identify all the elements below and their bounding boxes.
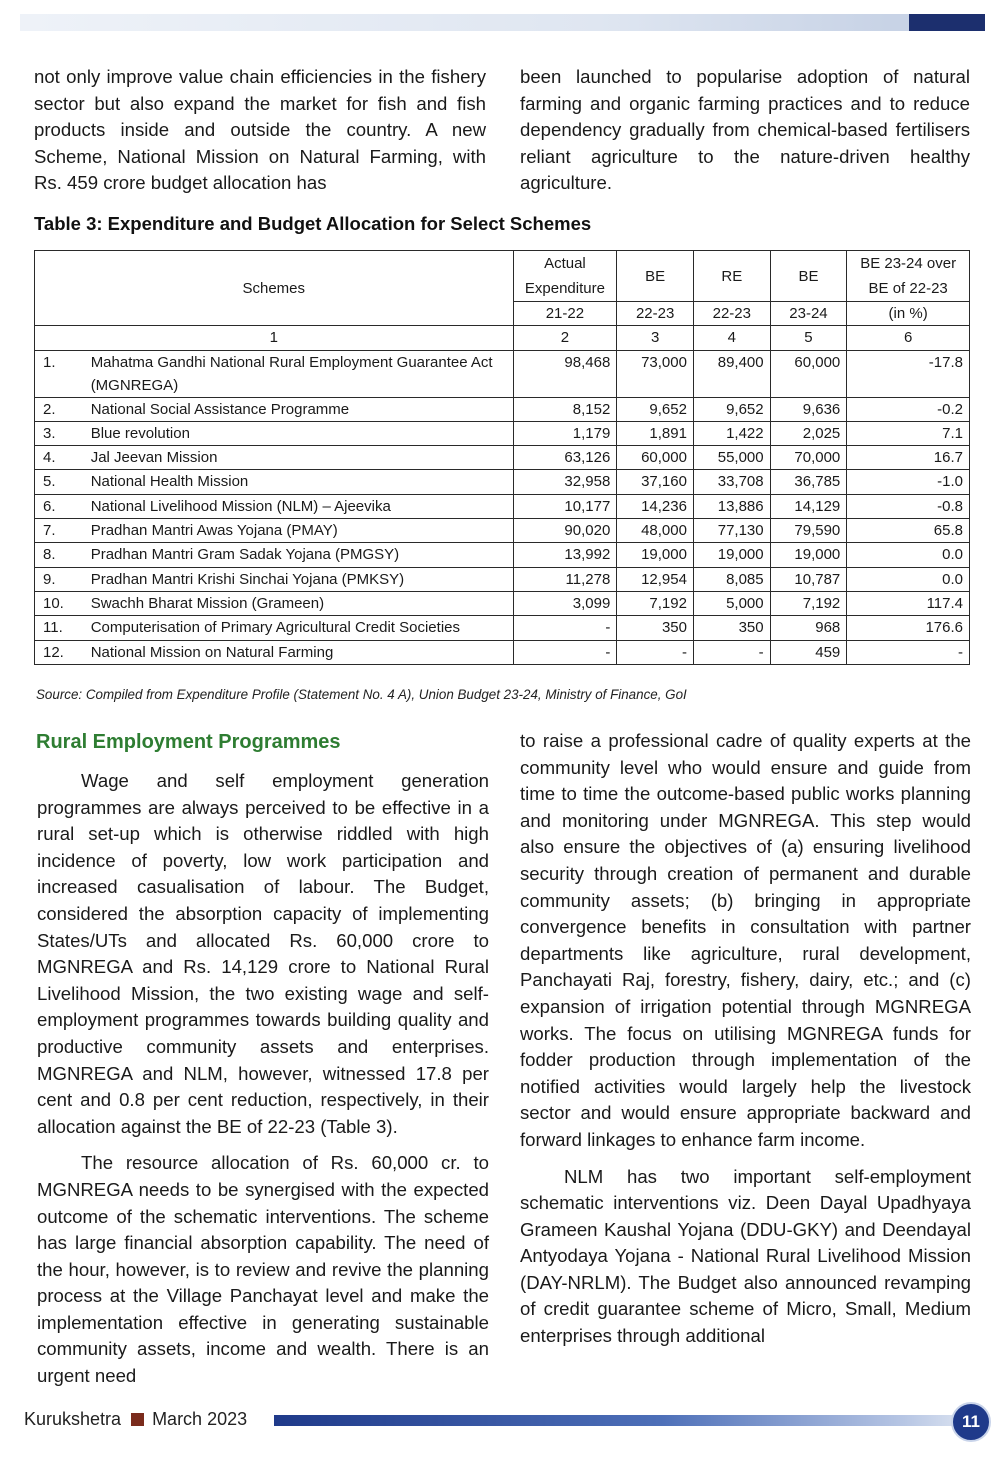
- be-2223: 73,000: [617, 350, 694, 397]
- row-number: 6.: [35, 494, 87, 518]
- row-number: 4.: [35, 446, 87, 470]
- be-2324: 36,785: [770, 470, 847, 494]
- table-header-row: [35, 251, 970, 302]
- change-percent: 7.1: [847, 421, 970, 445]
- issue-date: March 2023: [152, 1409, 248, 1429]
- row-number: 5.: [35, 470, 87, 494]
- actual-expenditure: 98,468: [513, 350, 617, 397]
- magazine-name: Kurukshetra: [24, 1409, 122, 1429]
- table-row: [35, 591, 970, 615]
- footer-decor-bar: [274, 1415, 974, 1426]
- header-re-2223: RE: [693, 251, 770, 302]
- actual-expenditure: 90,020: [513, 519, 617, 543]
- scheme-name: National Mission on Natural Farming: [87, 640, 513, 664]
- table-colnum-row: [35, 326, 970, 350]
- change-percent: 16.7: [847, 446, 970, 470]
- header-be-2223: BE: [617, 251, 694, 302]
- change-percent: 0.0: [847, 567, 970, 591]
- colnum: 3: [617, 326, 694, 350]
- be-2324: 459: [770, 640, 847, 664]
- bottom-left-column: [37, 768, 489, 1390]
- actual-expenditure: 10,177: [513, 494, 617, 518]
- row-number: 7.: [35, 519, 87, 543]
- row-number: 3.: [35, 421, 87, 445]
- scheme-name: Swachh Bharat Mission (Grameen): [87, 591, 513, 615]
- actual-expenditure: -: [513, 640, 617, 664]
- row-number: 1.: [35, 350, 87, 397]
- be-2223: 37,160: [617, 470, 694, 494]
- paragraph: Wage and self employment generation programmes are always perceived to be effective in a rural set-up which is otherwise riddled with high incidence of poverty, low work participation and increased casualisation of labour. The Budget, considered the absorption capacity of implementing States/UTs and allocated Rs. 60,000 crore to MGNREGA and Rs. 14,129 crore to National Rural Livelihood Mission, the two existing wage and self-employment programmes towards building quality and productive community assets and enterprises. MGNREGA and NLM, however, witnessed 17.8 per cent and 0.8 per cent reduction, respectively, in their allocation against the BE of 22-23 (Table 3).: [37, 770, 489, 1137]
- header-actual: Actual Expenditure: [513, 251, 617, 302]
- re-2223: 13,886: [693, 494, 770, 518]
- scheme-name: Pradhan Mantri Krishi Sinchai Yojana (PMKSY): [87, 567, 513, 591]
- actual-expenditure: 3,099: [513, 591, 617, 615]
- scheme-name: National Health Mission: [87, 470, 513, 494]
- page-number: 11: [951, 1402, 991, 1442]
- actual-expenditure: 8,152: [513, 397, 617, 421]
- row-number: 11.: [35, 616, 87, 640]
- re-2223: 77,130: [693, 519, 770, 543]
- row-number: 10.: [35, 591, 87, 615]
- change-unit: (in %): [847, 302, 970, 326]
- header-be-2324: BE: [770, 251, 847, 302]
- re-2223: 33,708: [693, 470, 770, 494]
- paragraph: been launched to popularise adoption of natural farming and organic farming practices and to reduce dependency gradually from chemical-based fertilisers reliant agriculture to the nature-driven healthy agriculture.: [520, 66, 970, 194]
- be-2223: 60,000: [617, 446, 694, 470]
- expenditure-table: [34, 250, 970, 665]
- table-row: [35, 421, 970, 445]
- be-2324: 10,787: [770, 567, 847, 591]
- square-separator-icon: [131, 1413, 144, 1426]
- change-percent: -0.8: [847, 494, 970, 518]
- actual-expenditure: 63,126: [513, 446, 617, 470]
- year-be-2223: 22-23: [617, 302, 694, 326]
- be-2223: 1,891: [617, 421, 694, 445]
- scheme-name: Mahatma Gandhi National Rural Employment Guarantee Act (MGNREGA): [87, 350, 513, 397]
- re-2223: 55,000: [693, 446, 770, 470]
- be-2324: 79,590: [770, 519, 847, 543]
- section-title: Rural Employment Programmes: [36, 731, 341, 753]
- paragraph: NLM has two important self-employment schematic interventions viz. Deen Dayal Upadhyaya Grameen Kaushal Yojana (DDU-GKY) and Deendayal Antyodaya Yojana - National Rural Livelihood Mission (DAY-NRLM). The Budget also announced revamping of credit guarantee scheme of Micro, Small, Medium enterprises through additional: [520, 1165, 971, 1347]
- be-2324: 9,636: [770, 397, 847, 421]
- actual-expenditure: 1,179: [513, 421, 617, 445]
- top-right-column: [520, 64, 970, 197]
- re-2223: 19,000: [693, 543, 770, 567]
- paragraph: to raise a professional cadre of quality experts at the community level who would ensure and guide from time to time the outcome-based public works planning and monitoring under MGNREGA. This step would also ensure the objectives of (a) ensuring livelihood security through creation of permanent and durable community assets; (b) bringing in appropriate convergence benefits in consultation with partner departments like agriculture, rural development, Panchayati Raj, forestry, fishery, dairy, etc.; and (c) expansion of irrigation potential through MGNREGA works. The focus on utilising MGNREGA funds for fodder production through implementation of the notified activities would largely help the livestock sector and would ensure appropriate backward and forward linkages to enhance farm income.: [520, 730, 971, 1150]
- scheme-name: Computerisation of Primary Agricultural Credit Societies: [87, 616, 513, 640]
- year-actual: 21-22: [513, 302, 617, 326]
- header-decor-block: [909, 14, 985, 31]
- change-percent: 0.0: [847, 543, 970, 567]
- be-2324: 19,000: [770, 543, 847, 567]
- be-2223: 19,000: [617, 543, 694, 567]
- colnum: 4: [693, 326, 770, 350]
- table-row: [35, 494, 970, 518]
- change-percent: -0.2: [847, 397, 970, 421]
- year-be-2324: 23-24: [770, 302, 847, 326]
- colnum: 6: [847, 326, 970, 350]
- year-re-2223: 22-23: [693, 302, 770, 326]
- table-row: [35, 470, 970, 494]
- scheme-name: Jal Jeevan Mission: [87, 446, 513, 470]
- be-2324: 2,025: [770, 421, 847, 445]
- table-row: [35, 519, 970, 543]
- change-percent: -: [847, 640, 970, 664]
- change-percent: 117.4: [847, 591, 970, 615]
- table-row: [35, 397, 970, 421]
- scheme-name: Pradhan Mantri Gram Sadak Yojana (PMGSY): [87, 543, 513, 567]
- header-decor-bar: [20, 14, 985, 31]
- row-number: 8.: [35, 543, 87, 567]
- paragraph: not only improve value chain efficiencies in the fishery sector but also expand the market for fish and fish products inside and outside the country. A new Scheme, National Mission on Natural Farming, with Rs. 459 crore budget allocation has: [34, 66, 486, 194]
- be-2324: 60,000: [770, 350, 847, 397]
- be-2223: 14,236: [617, 494, 694, 518]
- row-number: 2.: [35, 397, 87, 421]
- be-2223: 48,000: [617, 519, 694, 543]
- table-row: [35, 640, 970, 664]
- re-2223: 350: [693, 616, 770, 640]
- change-percent: 65.8: [847, 519, 970, 543]
- be-2223: 12,954: [617, 567, 694, 591]
- be-2223: -: [617, 640, 694, 664]
- actual-expenditure: 13,992: [513, 543, 617, 567]
- be-2223: 7,192: [617, 591, 694, 615]
- table-row: [35, 616, 970, 640]
- be-2324: 7,192: [770, 591, 847, 615]
- re-2223: 5,000: [693, 591, 770, 615]
- row-number: 9.: [35, 567, 87, 591]
- be-2223: 9,652: [617, 397, 694, 421]
- header-change: BE 23-24 over BE of 22-23: [847, 251, 970, 302]
- actual-expenditure: -: [513, 616, 617, 640]
- row-number: 12.: [35, 640, 87, 664]
- colnum: 2: [513, 326, 617, 350]
- colnum: 1: [35, 326, 514, 350]
- scheme-name: National Livelihood Mission (NLM) – Ajeevika: [87, 494, 513, 518]
- actual-expenditure: 32,958: [513, 470, 617, 494]
- change-percent: -1.0: [847, 470, 970, 494]
- change-percent: 176.6: [847, 616, 970, 640]
- re-2223: 1,422: [693, 421, 770, 445]
- paragraph: The resource allocation of Rs. 60,000 cr. to MGNREGA needs to be synergised with the expected outcome of the schematic interventions. The scheme has large financial absorption capability. The need of the hour, however, is to review and revive the planning process at the Village Panchayat level and make the implementation effective in generating sustainable community assets, income and wealth. There is an urgent need: [37, 1152, 489, 1387]
- table-row: [35, 543, 970, 567]
- re-2223: 89,400: [693, 350, 770, 397]
- scheme-name: Pradhan Mantri Awas Yojana (PMAY): [87, 519, 513, 543]
- scheme-name: National Social Assistance Programme: [87, 397, 513, 421]
- re-2223: 8,085: [693, 567, 770, 591]
- be-2324: 70,000: [770, 446, 847, 470]
- be-2223: 350: [617, 616, 694, 640]
- footer: [24, 1406, 1000, 1436]
- re-2223: -: [693, 640, 770, 664]
- scheme-name: Blue revolution: [87, 421, 513, 445]
- header-schemes: Schemes: [35, 251, 514, 326]
- top-left-column: [34, 64, 486, 197]
- footer-text: [24, 1409, 247, 1430]
- table-row: [35, 446, 970, 470]
- table-row: [35, 567, 970, 591]
- bottom-right-column: [520, 728, 971, 1350]
- table-source: Source: Compiled from Expenditure Profile (Statement No. 4 A), Union Budget 23-24, Ministry of Finance, GoI: [36, 687, 687, 702]
- colnum: 5: [770, 326, 847, 350]
- change-percent: -17.8: [847, 350, 970, 397]
- be-2324: 14,129: [770, 494, 847, 518]
- actual-expenditure: 11,278: [513, 567, 617, 591]
- re-2223: 9,652: [693, 397, 770, 421]
- table-caption: Table 3: Expenditure and Budget Allocation for Select Schemes: [34, 213, 592, 234]
- table-row: [35, 350, 970, 397]
- be-2324: 968: [770, 616, 847, 640]
